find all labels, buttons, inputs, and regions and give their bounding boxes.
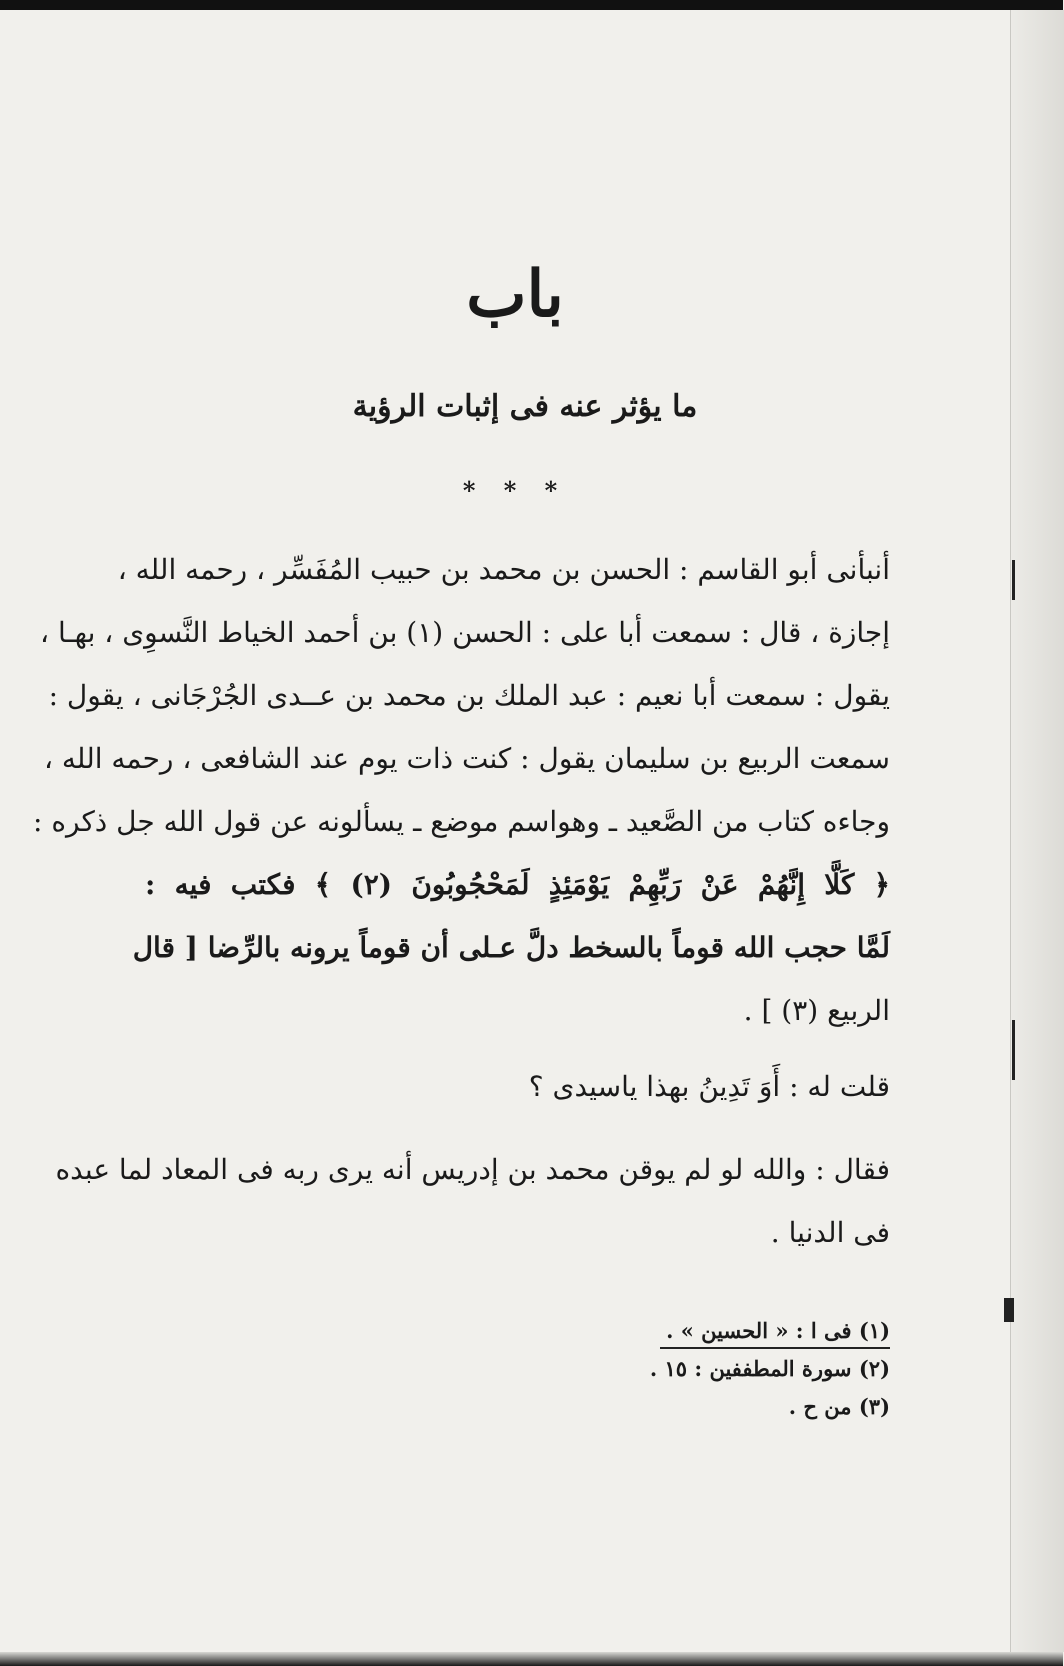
body-line: أنبأنى أبو القاسم : الحسن بن محمد بن حبيب المُفَسِّر ، رحمه الله ، (117, 553, 890, 586)
chapter-title: باب (466, 257, 564, 332)
body-line: لَمَّا حجب الله قوماً بالسخط دلَّ عـلى أن قوماً يرونه بالرِّضا [ قال (132, 931, 890, 964)
body-line: سمعت الربيع بن سليمان يقول : كنت ذات يوم عند الشافعى ، رحمه الله ، (43, 742, 890, 775)
footnote: (١) فى ا : « الحسين » . (666, 1318, 890, 1343)
body-line: إجازة ، قال : سمعت أبا على : الحسن (١) بن أحمد الخياط النَّسوِى ، بهـا ، (40, 616, 890, 649)
body-line: قلت له : أَوَ تَدِينُ بهذا ياسيدى ؟ (528, 1070, 890, 1103)
body-line: يقول : سمعت أبا نعيم : عبد الملك بن محمد بن عــدى الجُرْجَانى ، يقول : (48, 679, 890, 712)
quran-verse-line: ﴿ كَلَّا إِنَّهُمْ عَنْ رَبِّهِمْ يَوْمَئِذٍ لَمَحْجُوبُونَ (٢) ﴾ فكتب فيه : (145, 868, 890, 901)
body-line: فى الدنيا . (770, 1216, 890, 1249)
body-line: الربيع (٣) ] . (743, 994, 890, 1027)
footnote: (٢) سورة المطففين : ١٥ . (649, 1356, 890, 1381)
body-line: فقال : والله لو لم يوقن محمد بن إدريس أنه يرى ربه فى المعاد لما عبده (55, 1153, 890, 1186)
chapter-subtitle: ما يؤثر عنه فى إثبات الرؤية (352, 389, 698, 424)
body-line: وجاءه كتاب من الصَّعيد ـ وهواسم موضع ـ يسألونه عن قول الله جل ذكره : (33, 805, 890, 838)
section-separator: * * * (462, 476, 568, 505)
footnote: (٣) من ح . (788, 1394, 890, 1419)
